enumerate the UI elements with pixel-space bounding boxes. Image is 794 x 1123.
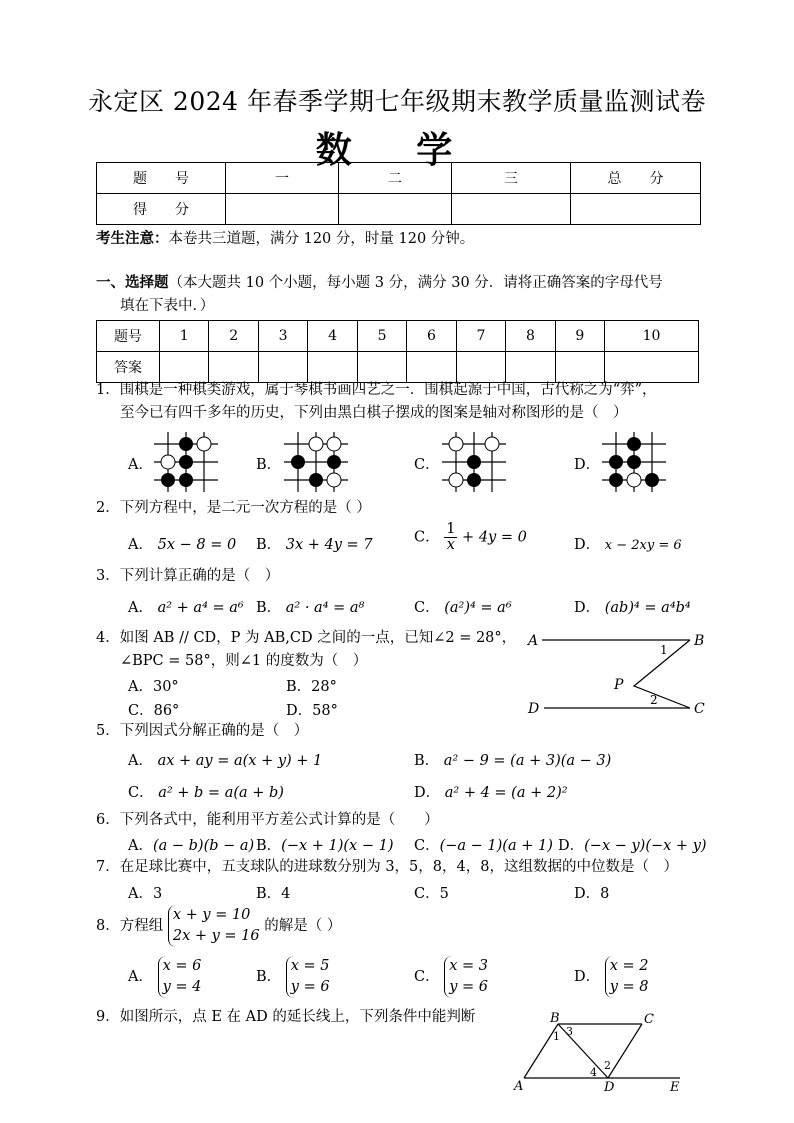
q8-suffix: 的解是（ ）	[264, 918, 342, 934]
q7-d-text: 8	[600, 886, 610, 902]
q9-angle-2: 2	[604, 1059, 611, 1072]
q2-a-text: 5x − 8 = 0	[157, 537, 237, 553]
option-letter: C．	[414, 969, 440, 985]
q7-option-a[interactable]	[128, 882, 162, 903]
option-letter: D．	[574, 537, 601, 553]
option-letter: B．	[256, 969, 282, 985]
q3-b-text: a² · a⁴ = a⁸	[285, 600, 365, 616]
q9-angle-3: 3	[566, 1025, 573, 1038]
q1-line2: 至今已有四千多年的历史，下列由黑白棋子摆成的图案是轴对称图形的是（ ）	[120, 405, 628, 421]
q4-option-d[interactable]	[286, 699, 338, 720]
option-letter: C．	[414, 838, 440, 854]
q2-c-text: + 4y = 0	[457, 529, 527, 546]
q2-b-text: 3x + 4y = 7	[285, 537, 373, 553]
q8-eq1: x + y = 10	[172, 907, 251, 923]
q8-a-system	[158, 956, 202, 998]
option-letter: A．	[128, 753, 153, 769]
answer-number: 3	[258, 321, 307, 352]
q4-a-text: 30°	[152, 679, 179, 695]
notice-text: 本卷共三道题，满分 120 分，时量 120 分钟。	[168, 231, 475, 247]
q2-c-fraction	[444, 522, 457, 553]
answer-cell[interactable]	[605, 352, 699, 383]
q3-option-b[interactable]	[256, 596, 364, 617]
option-letter: C．	[414, 600, 440, 616]
q6-option-d[interactable]	[558, 834, 707, 855]
option-letter: A．	[128, 838, 153, 854]
q8-b-eq1: x = 5	[290, 958, 330, 974]
q1-option-d-label: D．	[574, 457, 601, 473]
q3-a-text: a² + a⁴ = a⁶	[157, 600, 244, 616]
q6-option-b[interactable]	[256, 834, 393, 855]
q6-a-text: (a − b)(b − a)	[152, 838, 255, 854]
option-letter: C．	[414, 886, 440, 902]
section1-heading-line	[96, 273, 663, 293]
answer-number: 6	[407, 321, 456, 352]
q6-c-text: (−a − 1)(a + 1)	[439, 838, 553, 854]
q9-label-d: D	[604, 1080, 615, 1094]
q5-d-text: a² + 4 = (a + 2)²	[444, 785, 568, 801]
option-letter: C．	[128, 703, 154, 719]
q9-angle-1: 1	[553, 1030, 560, 1043]
option-letter: D．	[574, 600, 601, 616]
q4-option-b[interactable]	[286, 675, 337, 696]
q7-option-d[interactable]	[574, 882, 609, 903]
q9-label-c: C	[644, 1012, 654, 1027]
option-letter: B．	[256, 838, 282, 854]
q5-a-text: ax + ay = a(x + y) + 1	[157, 753, 323, 769]
q8-b-eq2: y = 6	[290, 979, 330, 995]
score-table	[96, 162, 701, 225]
q7-stem: 7．在足球比赛中，五支球队的进球数分别为 3，5，8，4，8，这组数据的中位数是（ ）	[96, 859, 678, 875]
q8-prefix: 8．方程组	[96, 918, 164, 934]
q8-stem	[96, 905, 341, 947]
q4-label-p: P	[614, 677, 624, 693]
q3-stem: 3．下列计算正确的是（ ）	[96, 568, 280, 584]
fraction-numerator: 1	[446, 521, 456, 537]
q2-option-d[interactable]	[574, 533, 682, 554]
answer-number: 7	[456, 321, 505, 352]
q9-label-e: E	[670, 1080, 680, 1094]
option-letter: C．	[128, 785, 154, 801]
option-letter: A．	[128, 679, 153, 695]
answer-number: 2	[209, 321, 258, 352]
option-letter: A．	[128, 886, 153, 902]
q8-a-eq2: y = 4	[162, 979, 202, 995]
q5-b-text: a² − 9 = (a + 3)(a − 3)	[443, 753, 612, 769]
option-letter: C．	[414, 529, 440, 546]
q4-label-a: A	[528, 633, 539, 649]
q6-b-text: (−x + 1)(x − 1)	[281, 838, 394, 854]
answer-number: 9	[555, 321, 604, 352]
q3-option-c[interactable]	[414, 596, 512, 617]
answer-number: 10	[605, 321, 699, 352]
q3-c-text: (a²)⁴ = a⁶	[444, 600, 512, 616]
score-header-cell: 总 分	[571, 163, 701, 194]
q5-option-a[interactable]	[128, 749, 322, 770]
score-cell[interactable]	[226, 194, 339, 225]
option-letter: D．	[414, 785, 441, 801]
score-cell[interactable]	[339, 194, 452, 225]
q8-eq2: 2x + y = 16	[172, 928, 260, 944]
option-letter: B．	[256, 886, 282, 902]
q8-a-eq1: x = 6	[162, 958, 202, 974]
q2-d-text: x − 2xy = 6	[604, 538, 682, 553]
q6-d-text: (−x − y)(−x + y)	[584, 838, 707, 854]
q8-option-a[interactable]	[128, 956, 201, 998]
section1-heading: 一、选择题	[96, 274, 169, 291]
answer-number: 4	[308, 321, 357, 352]
score-header-cell: 二	[339, 163, 452, 194]
q4-label-d: D	[528, 701, 540, 717]
answer-number: 5	[357, 321, 406, 352]
answer-cell[interactable]	[308, 352, 357, 383]
exam-title: 永定区 2024 年春季学期七年级期末教学质量监测试卷	[87, 87, 707, 116]
q9-figure	[510, 1010, 690, 1094]
q3-option-d[interactable]	[574, 596, 691, 617]
option-letter: A．	[128, 537, 153, 553]
q3-d-text: (ab)⁴ = a⁴b⁴	[604, 600, 691, 616]
answer-cell[interactable]	[555, 352, 604, 383]
option-letter: D．	[574, 886, 601, 902]
q8-d-eq1: x = 2	[609, 958, 649, 974]
q5-c-text: a² + b = a(a + b)	[158, 785, 284, 801]
q1-option-c-label: C．	[414, 457, 440, 473]
score-header-cell: 三	[452, 163, 571, 194]
go-board-d	[598, 430, 670, 494]
q7-option-c[interactable]	[414, 882, 449, 903]
q8-system	[168, 905, 260, 947]
q8-c-eq1: x = 3	[449, 958, 488, 974]
q6-option-c[interactable]	[414, 834, 553, 855]
answer-cell[interactable]	[506, 352, 555, 383]
section1-desc: （本大题共 10 个小题，每小题 3 分，满分 30 分．请将正确答案的字母代号	[168, 275, 663, 291]
q4-label-b: B	[694, 633, 705, 649]
q8-option-c[interactable]	[414, 956, 488, 998]
score-header-cell: 题 号	[97, 163, 226, 194]
q8-d-eq2: y = 8	[609, 979, 649, 995]
q6-stem: 6．下列各式中，能利用平方差公式计算的是（ ）	[96, 812, 439, 828]
score-cell[interactable]	[571, 194, 701, 225]
q4-label-c: C	[694, 701, 705, 717]
q4-line1: 4．如图 AB // CD，P 为 AB,CD 之间的一点，已知∠2 = 28°，	[96, 630, 517, 646]
score-cell[interactable]	[452, 194, 571, 225]
fraction-denominator: x	[446, 537, 455, 553]
q4-option-c[interactable]	[128, 699, 179, 720]
q1-option-b-label: B．	[256, 457, 282, 473]
q2-stem: 2．下列方程中，是二元一次方程的是（ ）	[96, 500, 371, 516]
q8-d-system	[605, 956, 649, 998]
option-letter: B．	[256, 600, 282, 616]
q4-b-text: 28°	[311, 679, 337, 695]
q5-option-b[interactable]	[414, 749, 611, 770]
q8-option-d[interactable]	[574, 956, 649, 998]
option-letter: B．	[414, 753, 440, 769]
answer-number: 1	[160, 321, 209, 352]
q2-option-c[interactable]	[414, 522, 527, 553]
q4-option-a[interactable]	[128, 675, 179, 696]
answer-cell[interactable]	[258, 352, 307, 383]
notice	[96, 229, 474, 249]
answer-cell[interactable]	[160, 352, 209, 383]
option-letter: B．	[286, 679, 312, 695]
q4-d-text: 58°	[312, 703, 338, 719]
q7-c-text: 5	[439, 886, 449, 902]
answer-cell[interactable]	[456, 352, 505, 383]
answer-cell[interactable]	[407, 352, 456, 383]
answer-table-label: 题号	[97, 321, 160, 352]
answer-table	[96, 320, 699, 383]
notice-label: 考生注意：	[96, 230, 169, 247]
q9-angle-4: 4	[590, 1066, 597, 1079]
score-header-cell: 一	[226, 163, 339, 194]
q8-c-eq2: y = 6	[449, 979, 489, 995]
answer-cell[interactable]	[209, 352, 258, 383]
q4-angle-2: 2	[650, 693, 658, 707]
q7-option-b[interactable]	[256, 882, 290, 903]
go-board-c	[438, 430, 510, 494]
q9-label-a: A	[514, 1079, 524, 1094]
q4-angle-1: 1	[660, 643, 668, 657]
q5-stem: 5．下列因式分解正确的是（ ）	[96, 723, 309, 739]
q2-option-a[interactable]	[128, 533, 236, 554]
q8-b-system	[286, 956, 330, 998]
option-letter: B．	[256, 537, 282, 553]
q6-option-a[interactable]	[128, 834, 254, 855]
q2-option-b[interactable]	[256, 533, 373, 554]
go-board-b	[280, 430, 352, 494]
option-letter: A．	[128, 969, 153, 985]
q4-figure	[522, 626, 718, 722]
option-letter: D．	[286, 703, 313, 719]
q9-label-b: B	[550, 1011, 560, 1026]
answer-cell[interactable]	[357, 352, 406, 383]
q7-b-text: 4	[281, 886, 291, 902]
answer-table-label: 答案	[97, 352, 160, 383]
q3-option-a[interactable]	[128, 596, 244, 617]
q4-line2: ∠BPC = 58°，则∠1 的度数为（ ）	[120, 653, 368, 669]
q8-option-b[interactable]	[256, 956, 330, 998]
option-letter: D．	[574, 969, 601, 985]
go-board-a	[150, 430, 222, 494]
option-letter: A．	[128, 600, 153, 616]
option-letter: D．	[558, 838, 585, 854]
answer-number: 8	[506, 321, 555, 352]
q1-option-a-label: A．	[128, 457, 153, 473]
q1-line1: 1．围棋是一种棋类游戏，属于琴棋书画四艺之一．围棋起源于中国，古代称之为“弈”，	[96, 382, 657, 398]
q5-option-d[interactable]	[414, 781, 568, 802]
q8-c-system	[444, 956, 488, 998]
q5-option-c[interactable]	[128, 781, 284, 802]
section1-desc-2: 填在下表中．）	[120, 298, 215, 314]
subject-title: 数 学	[315, 129, 479, 171]
q9-stem: 9．如图所示，点 E 在 AD 的延长线上，下列条件中能判断	[96, 1009, 476, 1025]
q7-a-text: 3	[152, 886, 163, 902]
score-row-label: 得 分	[97, 194, 226, 225]
q4-c-text: 86°	[153, 703, 180, 719]
